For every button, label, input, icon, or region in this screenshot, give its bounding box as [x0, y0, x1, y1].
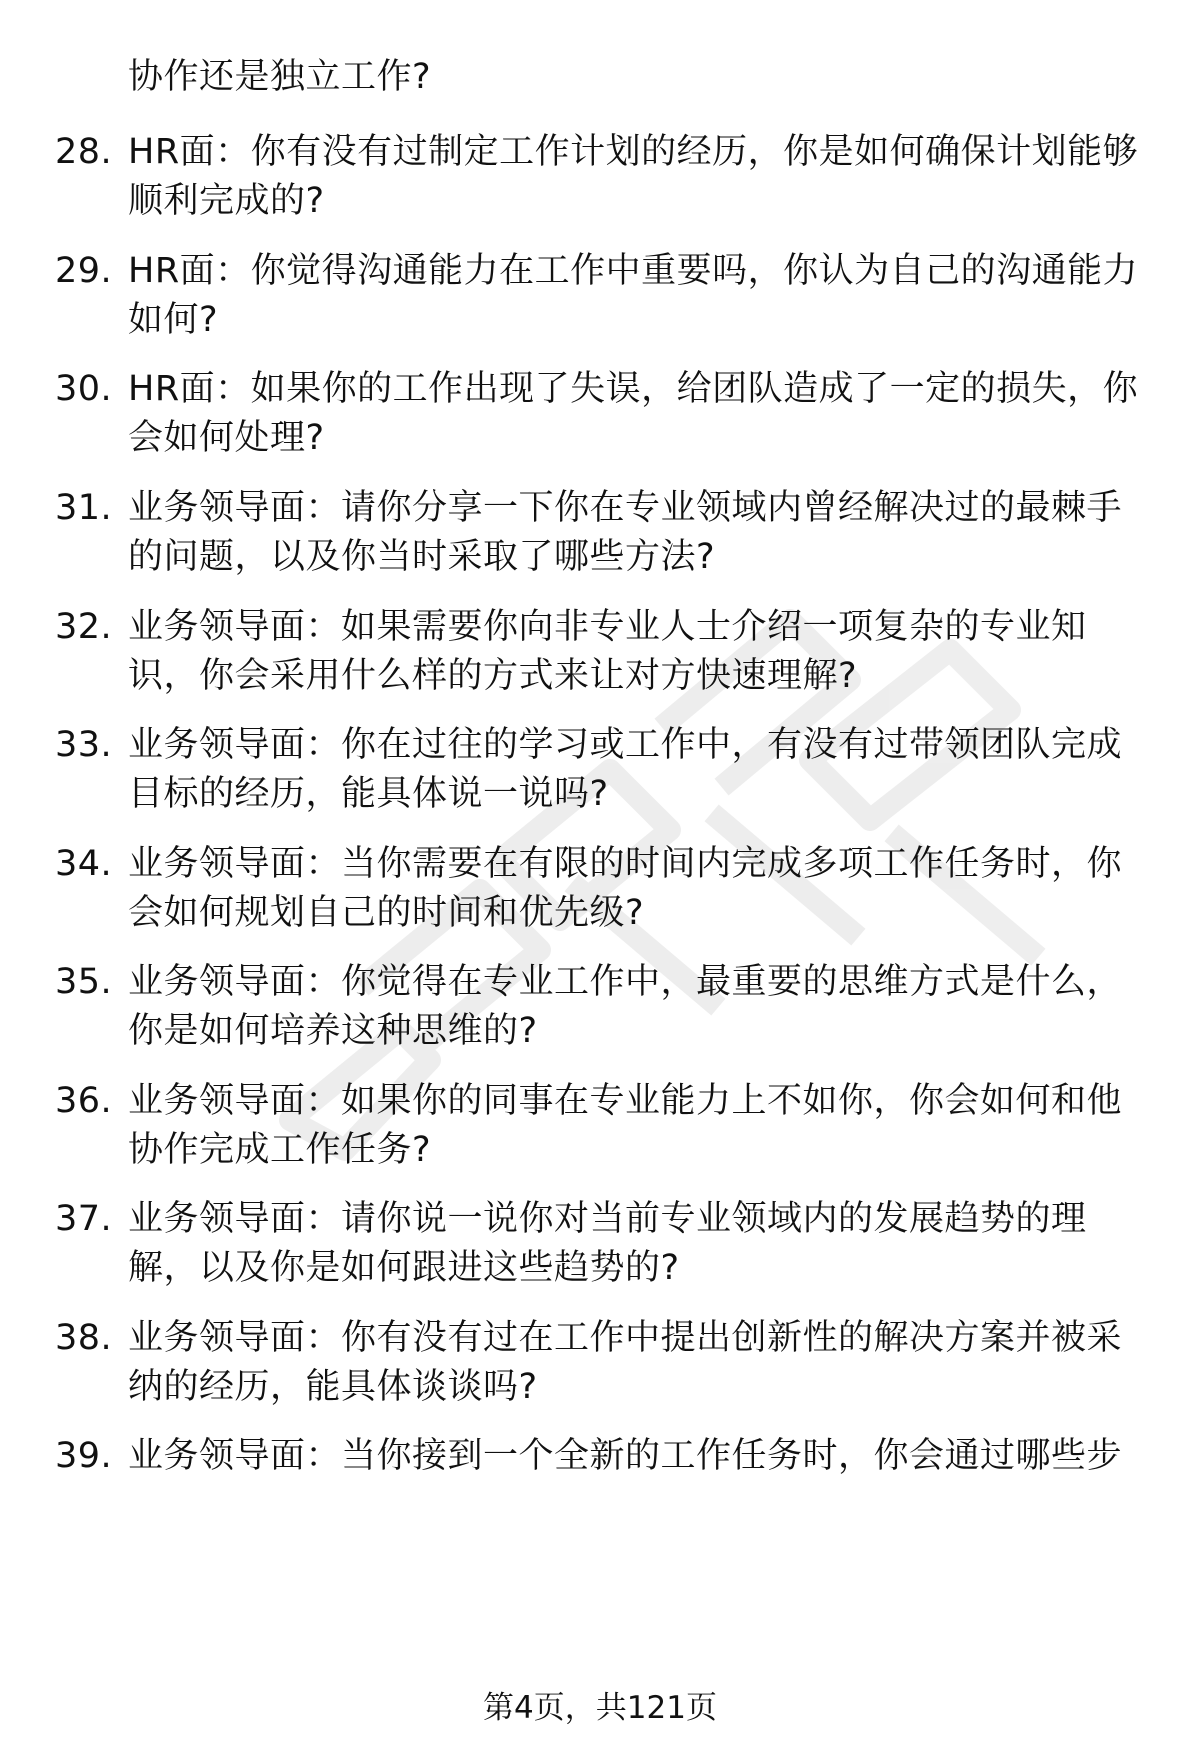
- question-text-line: 识，你会采用什么样的方式来让对方快速理解?: [128, 656, 858, 696]
- question-text-line: HR面：如果你的工作出现了失误，给团队造成了一定的损失，你: [128, 369, 1139, 409]
- question-text-line: 协作完成工作任务?: [128, 1130, 432, 1170]
- question-number: 34.: [55, 844, 113, 884]
- question-number: 38.: [55, 1318, 113, 1358]
- question-text-line: HR面：你有没有过制定工作计划的经历，你是如何确保计划能够: [128, 132, 1139, 172]
- question-number: 37.: [55, 1199, 113, 1239]
- question-text-line: 解，以及你是如何跟进这些趋势的?: [128, 1248, 680, 1288]
- question-text-line: 业务领导面：你在过往的学习或工作中，有没有过带领团队完成: [128, 725, 1123, 765]
- question-number: 28.: [55, 132, 113, 172]
- question-number: 31.: [55, 488, 113, 528]
- question-text-line: 目标的经历，能具体说一说吗?: [128, 774, 609, 814]
- question-number: 36.: [55, 1081, 113, 1121]
- question-text-line: 业务领导面：你有没有过在工作中提出创新性的解决方案并被采: [128, 1318, 1123, 1358]
- question-text-line: 业务领导面：请你分享一下你在专业领域内曾经解决过的最棘手: [128, 488, 1123, 528]
- question-text-line: 业务领导面：当你接到一个全新的工作任务时，你会通过哪些步: [128, 1436, 1123, 1476]
- question-text-line: 如何?: [128, 300, 219, 340]
- question-text-line: 会如何规划自己的时间和优先级?: [128, 893, 645, 933]
- question-text-line: 会如何处理?: [128, 418, 325, 458]
- question-number: 33.: [55, 725, 113, 765]
- question-text-line: HR面：你觉得沟通能力在工作中重要吗，你认为自己的沟通能力: [128, 251, 1139, 291]
- question-number: 29.: [55, 251, 113, 291]
- question-text-line: 的问题，以及你当时采取了哪些方法?: [128, 537, 716, 577]
- continuation-text: 协作还是独立工作?: [128, 57, 432, 97]
- question-number: 35.: [55, 962, 113, 1002]
- question-text-line: 业务领导面：当你需要在有限的时间内完成多项工作任务时，你: [128, 844, 1123, 884]
- question-text-line: 业务领导面：如果需要你向非专业人士介绍一项复杂的专业知: [128, 607, 1087, 647]
- question-number: 30.: [55, 369, 113, 409]
- page-footer: 第4页，共121页: [483, 1690, 717, 1726]
- question-text-line: 顺利完成的?: [128, 181, 325, 221]
- question-number: 39.: [55, 1436, 113, 1476]
- question-text-line: 纳的经历，能具体谈谈吗?: [128, 1367, 538, 1407]
- question-text-line: 业务领导面：如果你的同事在专业能力上不如你，你会如何和他: [128, 1081, 1123, 1121]
- question-text-line: 你是如何培养这种思维的?: [128, 1011, 538, 1051]
- question-text-line: 业务领导面：请你说一说你对当前专业领域内的发展趋势的理: [128, 1199, 1087, 1239]
- question-number: 32.: [55, 607, 113, 647]
- question-text-line: 业务领导面：你觉得在专业工作中，最重要的思维方式是什么，: [128, 962, 1123, 1002]
